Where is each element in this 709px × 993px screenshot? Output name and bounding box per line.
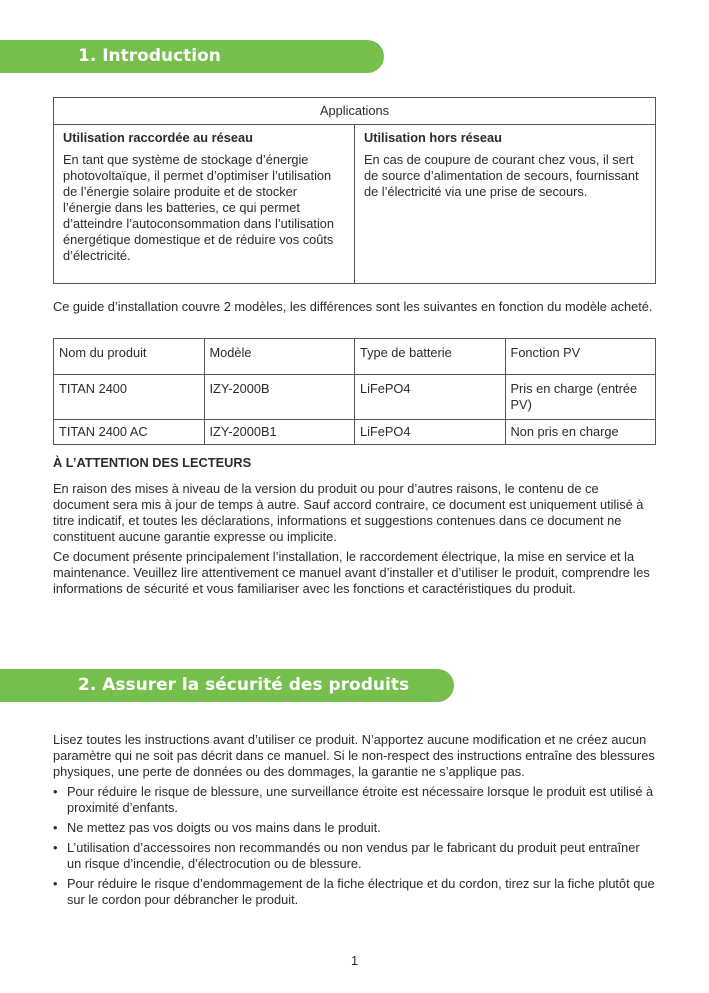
cell-product-name: TITAN 2400 (54, 375, 205, 420)
page-number: 1 (350, 953, 359, 968)
grid-use-text: En tant que système de stockage d’énergie photovoltaïque, il permet d’optimiser l’utilisation de l’énergie solaire produite et de stocker l’énergie dans les batteries, ce qui permet d’atteindre l’autoconsommation dans l’utilisation énergétique domestique et de réduire vos coûts d’électricité. (63, 152, 335, 263)
header-battery-type: Type de batterie (355, 339, 506, 375)
cell-pv-function: Pris en charge (entrée PV) (505, 375, 656, 420)
applications-header: Applications (54, 98, 656, 125)
readers-notice (53, 455, 656, 601)
table-header-row (54, 339, 656, 375)
safety-bullet-list (53, 784, 656, 908)
safety-section (53, 732, 656, 912)
grid-use-title: Utilisation raccordée au réseau (63, 130, 253, 145)
list-item: • Pour réduire le risque d’endommagement de la fiche électrique et du cordon, tirez sur la fiche plutôt que sur le cordon pour débrancher le produit. (53, 876, 656, 908)
cell-product-name: TITAN 2400 AC (54, 420, 205, 445)
cell-model: IZY-2000B (204, 375, 355, 420)
cell-model: IZY-2000B1 (204, 420, 355, 445)
table-row (54, 420, 656, 445)
readers-notice-paragraph: Ce document présente principalement l’installation, le raccordement électrique, la mise en service et la maintenance. Veuillez lire attentivement ce manuel avant d’installer et d’utiliser le produit, comprendre les informations de sécurité et vous familiariser avec les fonctions et caractéristiques du produit. (53, 549, 650, 596)
cell-pv-function: Non pris en charge (505, 420, 656, 445)
models-table (53, 338, 656, 445)
list-item: • L’utilisation d’accessoires non recommandés ou non vendus par le fabricant du produit peut entraîner un risque d’incendie, d’électrocution ou de blessure. (53, 840, 656, 872)
applications-table (53, 97, 656, 284)
grid-use-cell (54, 125, 355, 284)
table-row (54, 375, 656, 420)
cell-battery-type: LiFePO4 (355, 375, 506, 420)
section-title-introduction: 1. Introduction (0, 40, 384, 73)
readers-notice-paragraph: En raison des mises à niveau de la version du produit ou pour d’autres raisons, le contenu de ce document sera mis à jour de temps à autre. Sauf accord contraire, ce document est uniquement utilisé à titre indicatif, et toutes les déclarations, informations et suggestions contenues dans ce document ne constituent aucune garantie expresse ou implicite. (53, 481, 644, 544)
list-item: • Pour réduire le risque de blessure, une surveillance étroite est nécessaire lorsque le produit est utilisé à proximité d’enfants. (53, 784, 656, 816)
header-model: Modèle (204, 339, 355, 375)
header-product-name: Nom du produit (54, 339, 205, 375)
readers-notice-title: À L’ATTENTION DES LECTEURS (53, 455, 252, 470)
offgrid-use-title: Utilisation hors réseau (364, 130, 502, 145)
offgrid-use-text: En cas de coupure de courant chez vous, il sert de source d’alimentation de secours, fournissant de l’électricité via une prise de secours. (364, 152, 639, 199)
safety-intro-text: Lisez toutes les instructions avant d’utiliser ce produit. N’apportez aucune modification et ne créez aucun paramètre qui ne soit pas décrit dans ce manuel. Si le non-respect des instructions entraîne des blessures physiques, une perte de données ou des dommages, la garantie ne s’applique pas. (53, 732, 655, 779)
offgrid-use-cell (355, 125, 656, 284)
header-pv-function: Fonction PV (505, 339, 656, 375)
list-item: • Ne mettez pas vos doigts ou vos mains dans le produit. (53, 820, 656, 836)
section-title-safety: 2. Assurer la sécurité des produits (0, 669, 454, 702)
guide-intro-text: Ce guide d’installation couvre 2 modèles, les différences sont les suivantes en fonction du modèle acheté. (53, 299, 653, 314)
cell-battery-type: LiFePO4 (355, 420, 506, 445)
